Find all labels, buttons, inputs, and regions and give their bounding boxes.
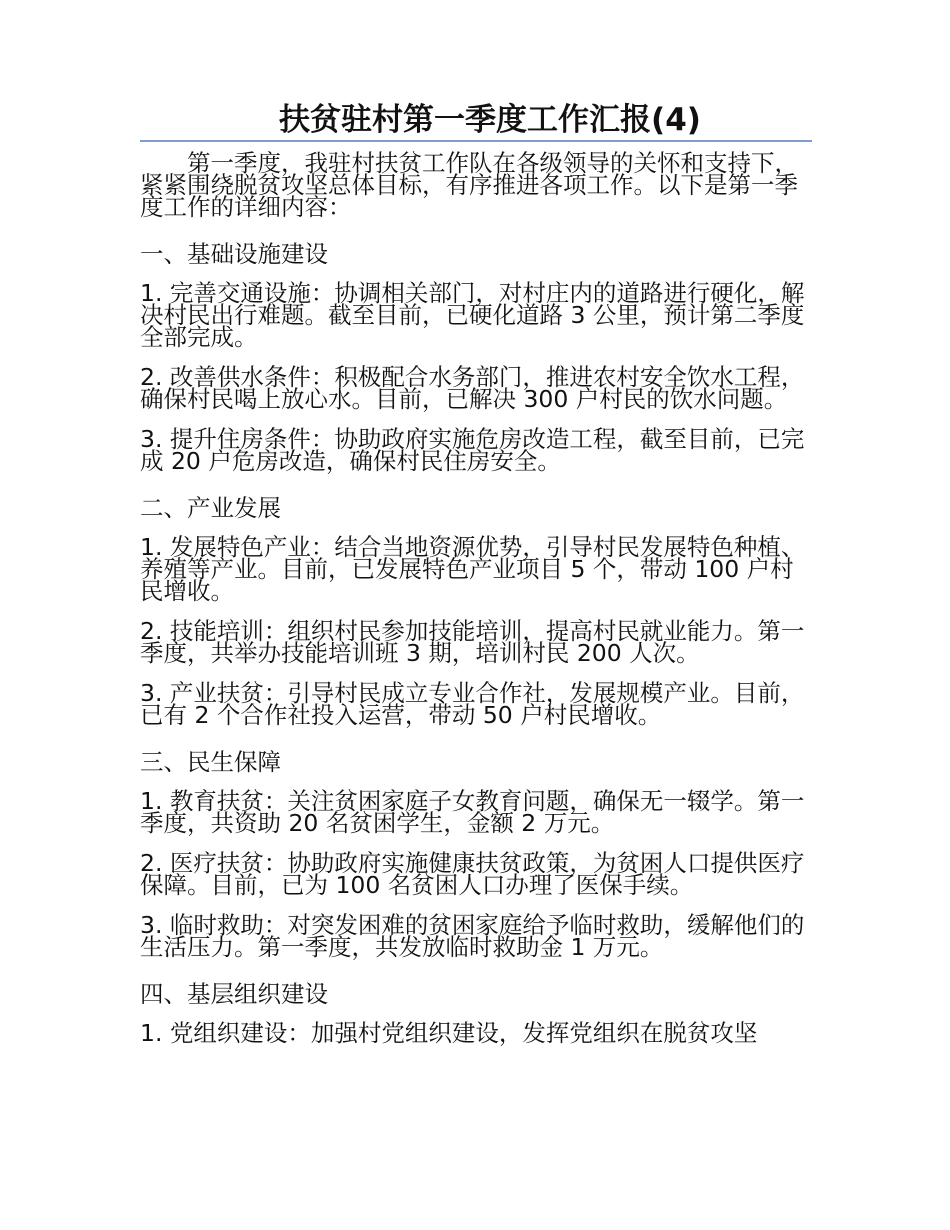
paragraph-housing: 3. 提升住房条件：协助政府实施危房改造工程，截至目前，已完成 20 户危房改造，确保村民住房安全。 bbox=[140, 425, 805, 475]
paragraph-education-aid: 1. 教育扶贫：关注贫困家庭子女教育问题，确保无一辍学。第一季度，共资助 20 名贫困学生，金额 2 万元。 bbox=[140, 787, 805, 837]
paragraph-temporary-relief: 3. 临时救助：对突发困难的贫困家庭给予临时救助，缓解他们的生活压力。第一季度，共发放临时救助金 1 万元。 bbox=[140, 911, 805, 961]
paragraph-skills-training: 2. 技能培训：组织村民参加技能培训，提高村民就业能力。第一季度，共举办技能培训班 3 期，培训村民 200 人次。 bbox=[140, 617, 805, 667]
section-heading-grassroots: 四、基层组织建设 bbox=[140, 980, 328, 1008]
document-title: 扶贫驻村第一季度工作汇报(4) bbox=[279, 102, 701, 138]
intro-paragraph: 第一季度，我驻村扶贫工作队在各级领导的关怀和支持下，紧紧围绕脱贫攻坚总体目标，有序推进各项工作。以下是第一季度工作的详细内容： bbox=[140, 149, 798, 221]
paragraph-water-supply: 2. 改善供水条件：积极配合水务部门，推进农村安全饮水工程，确保村民喝上放心水。目前，已解决 300 户村民的饮水问题。 bbox=[140, 363, 805, 413]
document-page bbox=[140, 100, 812, 1047]
paragraph-traffic: 1. 完善交通设施：协调相关部门，对村庄内的道路进行硬化，解决村民出行难题。截至目前，已硬化道路 3 公里，预计第二季度全部完成。 bbox=[140, 279, 805, 351]
paragraph-special-industry: 1. 发展特色产业：结合当地资源优势，引导村民发展特色种植、养殖等产业。目前，已发展特色产业项目 5 个，带动 100 户村民增收。 bbox=[140, 533, 805, 605]
paragraph-medical-aid: 2. 医疗扶贫：协助政府实施健康扶贫政策，为贫困人口提供医疗保障。目前，已为 100 名贫困人口办理了医保手续。 bbox=[140, 849, 805, 899]
section-heading-livelihood: 三、民生保障 bbox=[140, 748, 281, 776]
paragraph-industry-aid: 3. 产业扶贫：引导村民成立专业合作社，发展规模产业。目前，已有 2 个合作社投入运营，带动 50 户村民增收。 bbox=[140, 679, 805, 729]
paragraph-party-building: 1. 党组织建设：加强村党组织建设，发挥党组织在脱贫攻坚 bbox=[140, 1019, 758, 1047]
section-heading-infrastructure: 一、基础设施建设 bbox=[140, 240, 328, 268]
section-heading-industry: 二、产业发展 bbox=[140, 494, 281, 522]
title-underline bbox=[140, 140, 812, 142]
